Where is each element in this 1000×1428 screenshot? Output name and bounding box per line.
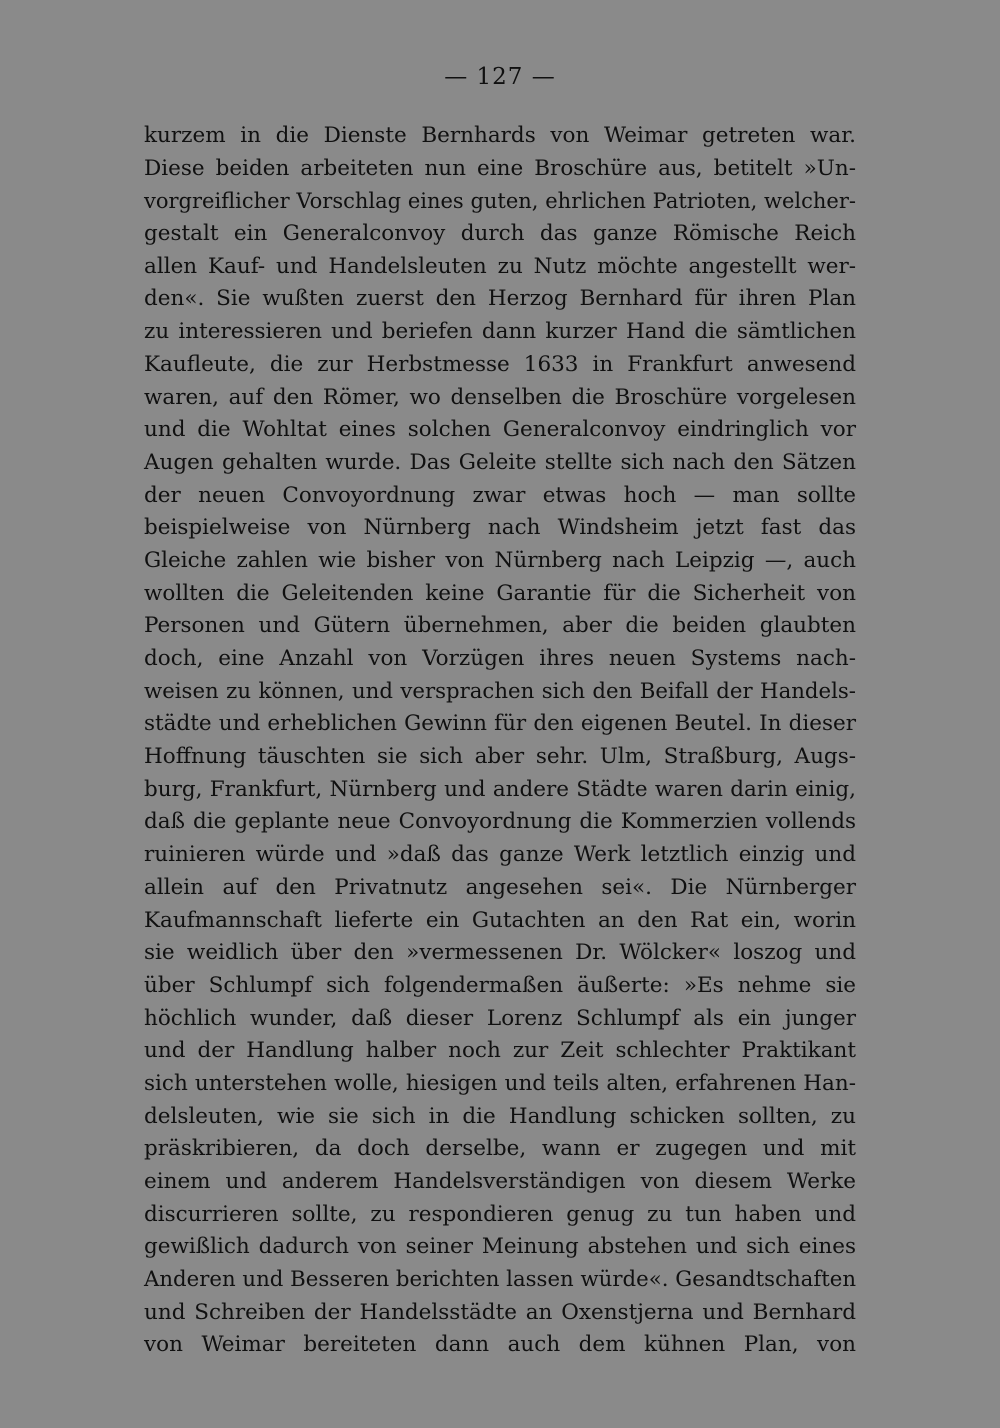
text-line: städte und erheblichen Gewinn für den eigenen Beutel. In dieser — [144, 711, 856, 737]
text-line: Anderen und Besseren berichten lassen würde«. Gesandtschaften — [144, 1267, 856, 1293]
text-line: delsleuten, wie sie sich in die Handlung schicken sollten, zu — [144, 1103, 856, 1129]
text-line: zu interessieren und beriefen dann kurzer Hand die sämtlichen — [144, 319, 856, 345]
text-line: gewißlich dadurch von seiner Meinung abstehen und sich eines — [144, 1234, 856, 1260]
text-line: gestalt ein Generalconvoy durch das ganze Römische Reich — [144, 221, 856, 247]
page-number: — 127 — — [444, 64, 556, 90]
text-line: beispielweise von Nürnberg nach Windsheim jetzt fast das — [144, 515, 856, 541]
text-line: Kaufmannschaft lieferte ein Gutachten an den Rat ein, worin — [144, 907, 856, 933]
text-line: allein auf den Privatnutz angesehen sei«. Die Nürnberger — [144, 874, 856, 900]
text-line: Diese beiden arbeiteten nun eine Broschüre aus, betitelt »Un- — [144, 155, 856, 181]
text-line: Gleiche zahlen wie bisher von Nürnberg nach Leipzig —, auch — [144, 547, 856, 573]
text-line: präskribieren, da doch derselbe, wann er zugegen und mit — [144, 1136, 856, 1162]
text-line: discurrieren sollte, zu respondieren genug zu tun haben und — [144, 1201, 856, 1227]
text-line: Augen gehalten wurde. Das Geleite stellte sich nach den Sätzen — [144, 449, 856, 475]
text-line: Hoffnung täuschten sie sich aber sehr. Ulm, Straßburg, Augs- — [144, 744, 856, 770]
text-line: höchlich wunder, daß dieser Lorenz Schlumpf als ein junger — [144, 1005, 856, 1031]
text-line: einem und anderem Handelsverständigen von diesem Werke — [144, 1169, 856, 1194]
text-line: und der Handlung halber noch zur Zeit schlechter Praktikant — [144, 1038, 856, 1064]
text-line: allen Kauf- und Handelsleuten zu Nutz möchte angestellt wer- — [144, 253, 856, 279]
text-line: sie weidlich über den »vermessenen Dr. Wölcker« loszog und — [144, 940, 856, 966]
text-line: burg, Frankfurt, Nürnberg und andere Städte waren darin einig, — [144, 776, 856, 802]
text-line: vorgreiflicher Vorschlag eines guten, ehrlichen Patrioten, welcher- — [144, 189, 856, 214]
text-line: der neuen Convoyordnung zwar etwas hoch — man sollte — [144, 482, 856, 508]
text-line: und die Wohltat eines solchen Generalconvoy eindringlich vor — [144, 417, 856, 443]
text-line: von Weimar bereiteten dann auch dem kühnen Plan, von — [144, 1332, 856, 1358]
text-line: Kaufleute, die zur Herbstmesse 1633 in Frankfurt anwesend — [144, 351, 856, 377]
body-text — [144, 120, 856, 1362]
text-line: den«. Sie wußten zuerst den Herzog Bernhard für ihren Plan — [144, 286, 856, 312]
text-line: kurzem in die Dienste Bernhards von Weimar getreten war. — [144, 123, 856, 148]
text-line: sich unterstehen wolle, hiesigen und teils alten, erfahrenen Han- — [144, 1070, 856, 1096]
text-line: und Schreiben der Handelsstädte an Oxenstjerna und Bernhard — [144, 1299, 856, 1325]
text-line: waren, auf den Römer, wo denselben die Broschüre vorgelesen — [144, 384, 856, 410]
text-line: doch, eine Anzahl von Vorzügen ihres neuen Systems nach- — [144, 646, 856, 671]
text-line: über Schlumpf sich folgendermaßen äußerte: »Es nehme sie — [144, 972, 856, 998]
text-line: Personen und Gütern übernehmen, aber die beiden glaubten — [144, 613, 856, 639]
text-line: weisen zu können, und versprachen sich den Beifall der Handels- — [144, 678, 856, 704]
text-line: ruinieren würde und »daß das ganze Werk letztlich einzig und — [144, 842, 856, 868]
text-line: wollten die Geleitenden keine Garantie für die Sicherheit von — [144, 580, 856, 606]
text-line: daß die geplante neue Convoyordnung die Kommerzien vollends — [144, 809, 856, 835]
